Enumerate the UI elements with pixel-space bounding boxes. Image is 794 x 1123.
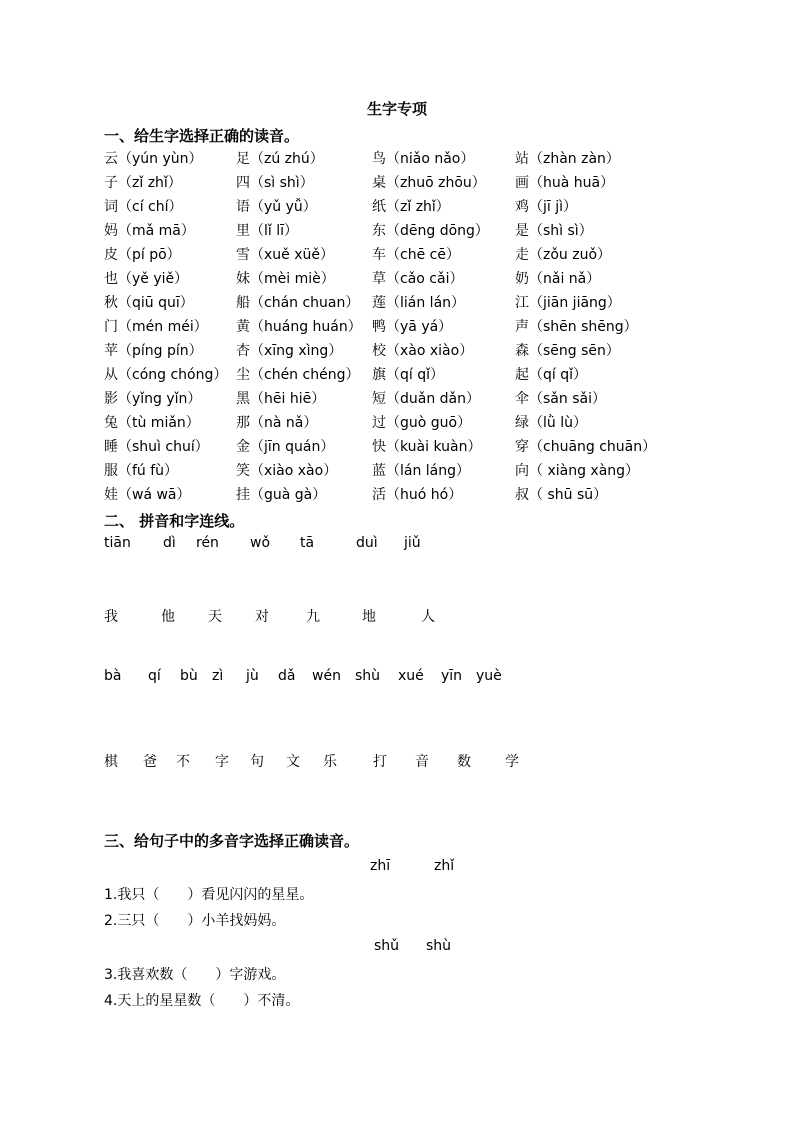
char-item: 鸟（niǎo nǎo） [372,151,475,167]
char-item: 画（huà huā） [515,175,615,191]
grid-row [104,172,704,196]
character-item: 他 [161,609,175,625]
grid-row [104,316,704,340]
char-item: 云（yún yùn） [104,151,203,167]
char-item: 影（yǐng yǐn） [104,391,202,407]
char-item: 尘（chén chéng） [236,367,360,383]
pinyin-item: bù [180,668,198,684]
char-item: 活（huó hó） [372,487,463,503]
sentence-item: 2.三只（ ）小羊找妈妈。 [104,913,286,929]
character-item: 乐 [323,754,337,770]
char-item: 向（ xiàng xàng） [515,463,640,479]
char-item: 黄（huáng huán） [236,319,362,335]
char-item: 过（guò guō） [372,415,472,431]
sentence-item: 1.我只（ ）看见闪闪的星星。 [104,887,314,903]
section1-heading: 一、给生字选择正确的读音。 [104,127,300,145]
char-item: 语（yǔ yǚ） [236,199,317,215]
char-item: 校（xào xiào） [372,343,474,359]
char-item: 起（qí qǐ） [515,367,588,383]
grid-row [104,148,704,172]
grid-row [104,388,704,412]
char-item: 服（fú fù） [104,463,179,479]
grid-row [104,340,704,364]
character-item: 数 [457,754,471,770]
char-item: 声（shēn shēng） [515,319,638,335]
char-item: 快（kuài kuàn） [372,439,482,455]
sentence-item: 3.我喜欢数（ ）字游戏。 [104,967,286,983]
char-item: 鸡（jī jì） [515,199,578,215]
grid-row [104,220,704,244]
char-item: 莲（lián lán） [372,295,466,311]
grid-row [104,244,704,268]
char-item: 黑（hēi hiē） [236,391,326,407]
section2-heading: 二、 拼音和字连线。 [104,512,245,530]
char-item: 子（zǐ zhǐ） [104,175,182,191]
pinyin-item: tā [300,535,315,551]
char-item: 草（cǎo cǎi） [372,271,464,287]
char-item: 睡（shuì chuí） [104,439,209,455]
char-item: 妈（mǎ mā） [104,223,195,239]
grid-row [104,364,704,388]
char-item: 秋（qiū quī） [104,295,194,311]
char-item: 桌（zhuō zhōu） [372,175,486,191]
grid-row [104,484,704,508]
char-item: 足（zú zhú） [236,151,324,167]
char-item: 叔（ shū sū） [515,487,608,503]
sentence-item: 4.天上的星星数（ ）不清。 [104,993,300,1009]
char-item: 雪（xuě xüě） [236,247,334,263]
char-item: 挂（guà gà） [236,487,327,503]
section3-heading: 三、给句子中的多音字选择正确读音。 [104,832,360,850]
char-item: 短（duǎn dǎn） [372,391,481,407]
character-item: 句 [250,754,264,770]
character-item: 我 [104,609,118,625]
char-item: 旗（qí qǐ） [372,367,445,383]
pinyin-item: yuè [476,668,502,684]
character-item: 对 [255,609,269,625]
pinyin-item: tiān [104,535,131,551]
pinyin-item: xué [398,668,424,684]
char-item: 四（sì shì） [236,175,314,191]
char-item: 也（yě yiě） [104,271,189,287]
char-item: 娃（wá wā） [104,487,191,503]
char-item: 笑（xiào xào） [236,463,338,479]
character-item: 九 [306,609,320,625]
pinyin-option: zhī [370,858,391,874]
character-item: 棋 [104,754,118,770]
pinyin-item: zì [212,668,224,684]
page-title: 生字专项 [366,100,427,118]
char-item: 鸭（yā yá） [372,319,453,335]
pinyin-item: duì [356,535,378,551]
pinyin-item: rén [196,535,219,551]
char-item: 奶（nǎi nǎ） [515,271,601,287]
char-item: 门（mén méi） [104,319,208,335]
char-item: 皮（pí pō） [104,247,181,263]
char-item: 站（zhàn zàn） [515,151,620,167]
pinyin-option: zhǐ [434,858,455,874]
character-item: 字 [215,754,229,770]
grid-row [104,412,704,436]
pinyin-option: shǔ [374,938,400,954]
char-item: 东（dēng dōng） [372,223,489,239]
pinyin-item: qí [148,668,161,684]
grid-row [104,196,704,220]
pinyin-item: dǎ [278,668,296,684]
char-item: 金（jīn quán） [236,439,335,455]
pinyin-item: jiǔ [404,535,421,551]
char-item: 蓝（lán láng） [372,463,471,479]
character-item: 地 [362,609,376,625]
character-item: 人 [421,609,435,625]
character-item: 音 [415,754,429,770]
pronunciation-grid [104,148,704,508]
char-item: 从（cóng chóng） [104,367,228,383]
character-item: 文 [286,754,300,770]
pinyin-item: wǒ [250,535,271,551]
char-item: 森（sēng sēn） [515,343,620,359]
char-item: 绿（lǜ lù） [515,415,587,431]
char-item: 伞（sǎn sǎi） [515,391,606,407]
char-item: 杏（xīng xìng） [236,343,343,359]
pinyin-item: wén [312,668,341,684]
pinyin-item: jù [246,668,259,684]
char-item: 车（chē cē） [372,247,460,263]
char-item: 兔（tù miǎn） [104,415,200,431]
char-item: 船（chán chuan） [236,295,360,311]
pinyin-item: bà [104,668,122,684]
char-item: 里（lǐ lī） [236,223,299,239]
pinyin-item: shù [355,668,381,684]
character-item: 学 [505,754,519,770]
char-item: 走（zǒu zuǒ） [515,247,612,263]
character-item: 打 [373,754,387,770]
character-item: 不 [176,754,190,770]
grid-row [104,436,704,460]
grid-row [104,460,704,484]
char-item: 江（jiān jiāng） [515,295,621,311]
pinyin-option: shù [426,938,452,954]
char-item: 穿（chuāng chuān） [515,439,657,455]
char-item: 妹（mèi miè） [236,271,335,287]
char-item: 纸（zǐ zhǐ） [372,199,450,215]
pinyin-item: yīn [441,668,463,684]
character-item: 爸 [143,754,157,770]
char-item: 是（shì sì） [515,223,593,239]
char-item: 苹（píng pín） [104,343,203,359]
grid-row [104,268,704,292]
char-item: 词（cí chí） [104,199,183,215]
char-item: 那（nà nǎ） [236,415,318,431]
pinyin-item: dì [163,535,176,551]
grid-row [104,292,704,316]
character-item: 天 [208,609,222,625]
